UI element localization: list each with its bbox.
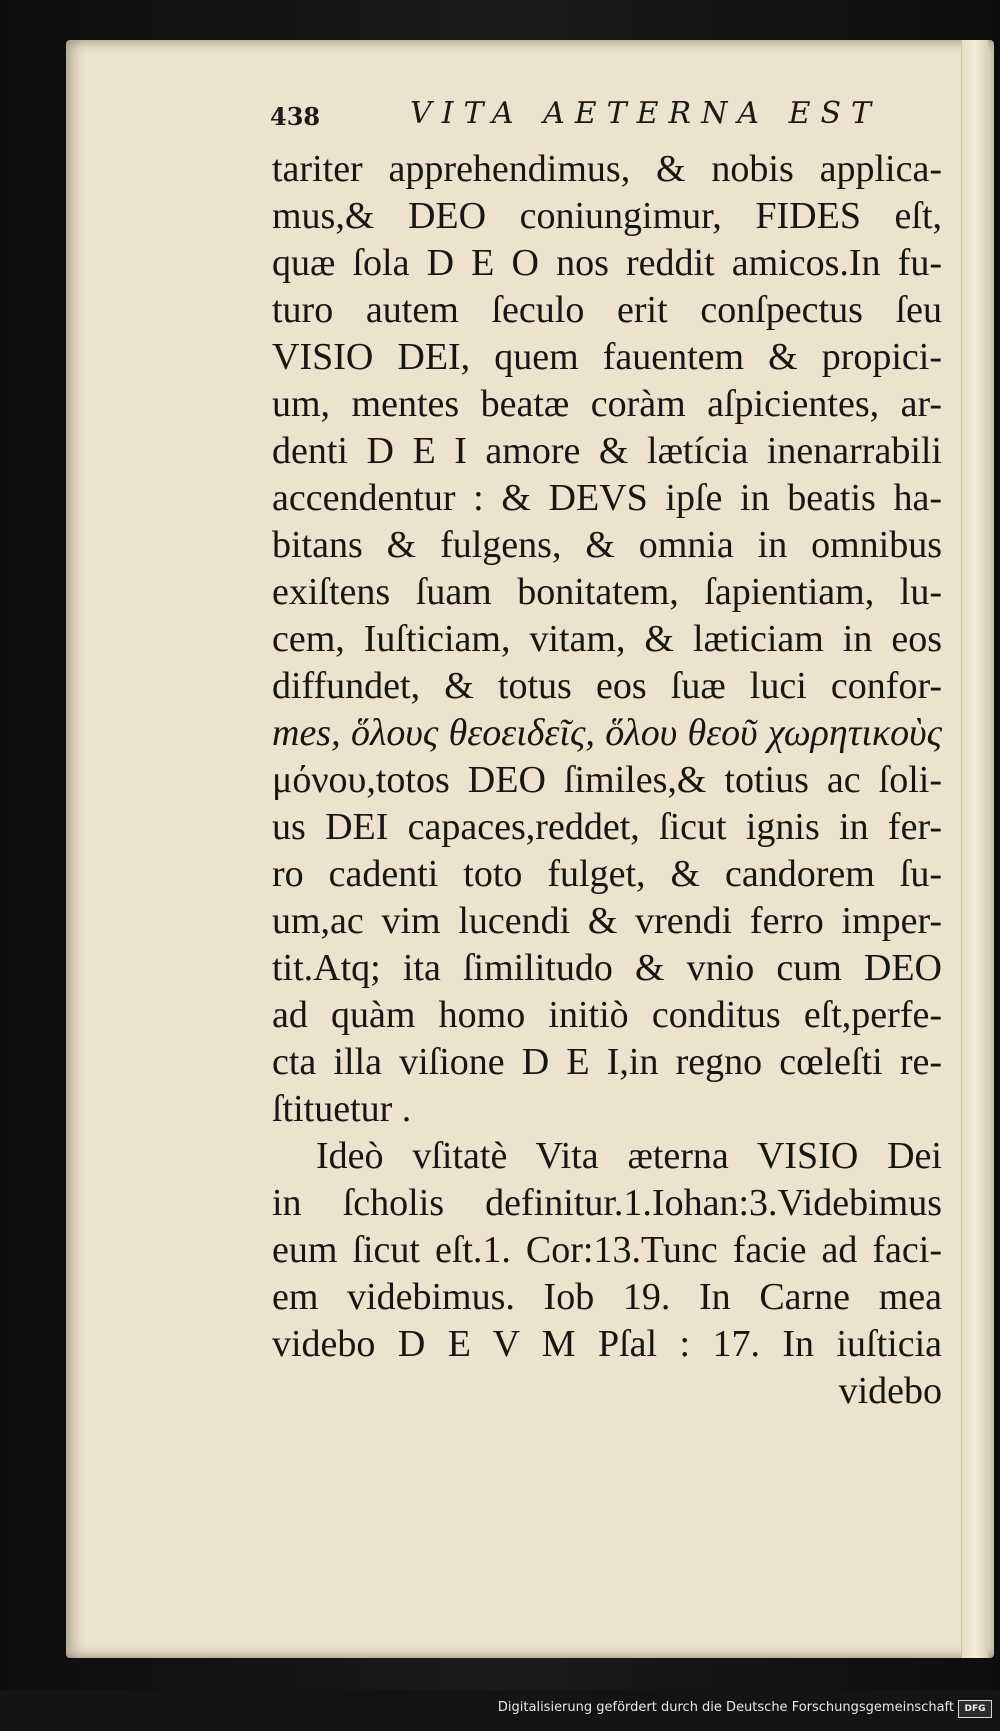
text-line: us DEI capaces,reddet, ſicut ignis in fer- — [272, 806, 942, 848]
page-edge — [961, 40, 988, 1658]
text-line: videbo D E V M Pſal : 17. In iuſticia — [272, 1323, 942, 1365]
running-head — [270, 96, 910, 136]
dfg-logo: DFG — [958, 1700, 992, 1718]
text-line: VISIO DEI, quem fauentem & propici- — [272, 336, 942, 378]
text-line: accendentur : & DEVS ipſe in beatis ha- — [272, 477, 942, 519]
paragraph-start-line: Ideò vſitatè Vita æterna VISIO Dei — [316, 1135, 942, 1177]
text-line: diffundet, & totus eos ſuæ luci confor- — [272, 665, 942, 707]
text-line: exiſtens ſuam bonitatem, ſapientiam, lu- — [272, 571, 942, 613]
text-line: ſtituetur . — [272, 1088, 412, 1130]
text-line: eum ſicut eſt.1. Cor:13.Tunc facie ad faci- — [272, 1229, 942, 1271]
text-line: um,ac vim lucendi & vrendi ferro imper- — [272, 900, 942, 942]
text-line: μόνου,totos DEO ſimiles,& totius ac ſoli- — [272, 759, 942, 801]
greek-text-line: mes, ὅλους θεοειδεῖς, ὅλου θεοῦ χωρητικοὺς — [272, 712, 942, 754]
text-line: bitans & fulgens, & omnia in omnibus — [272, 524, 942, 566]
footer-bar — [0, 1690, 1000, 1731]
page-number: 438 — [270, 102, 321, 131]
text-line: tariter apprehendimus, & nobis applica- — [272, 148, 942, 190]
text-line: ad quàm homo initiò conditus eſt,perfe- — [272, 994, 942, 1036]
text-line: um, mentes beatæ coràm aſpicientes, ar- — [272, 383, 942, 425]
text-line: turo autem ſeculo erit conſpectus ſeu — [272, 289, 942, 331]
text-line: ro cadenti toto fulget, & candorem ſu- — [272, 853, 942, 895]
text-line: mus,& DEO coniungimur, FIDES eſt, — [272, 195, 942, 237]
catchword: videbo — [838, 1370, 942, 1412]
body-text — [272, 146, 942, 1415]
text-line: cta illa viſione D E I,in regno cœleſti re- — [272, 1041, 942, 1083]
text-line: denti D E I amore & lætícia inenarrabili — [272, 430, 942, 472]
text-line: em videbimus. Iob 19. In Carne mea — [272, 1276, 942, 1318]
text-line: cem, Iuſticiam, vitam, & læticiam in eos — [272, 618, 942, 660]
digitization-credit: Digitalisierung gefördert durch die Deutsche Forschungsgemeinschaft — [497, 1700, 954, 1715]
running-head-title: VITA AETERNA EST — [410, 96, 882, 131]
text-line: quæ ſola D E O nos reddit amicos.In fu- — [272, 242, 942, 284]
text-line: in ſcholis definitur.1.Iohan:3.Videbimus — [272, 1182, 942, 1224]
text-line: tit.Atq; ita ſimilitudo & vnio cum DEO — [272, 947, 942, 989]
